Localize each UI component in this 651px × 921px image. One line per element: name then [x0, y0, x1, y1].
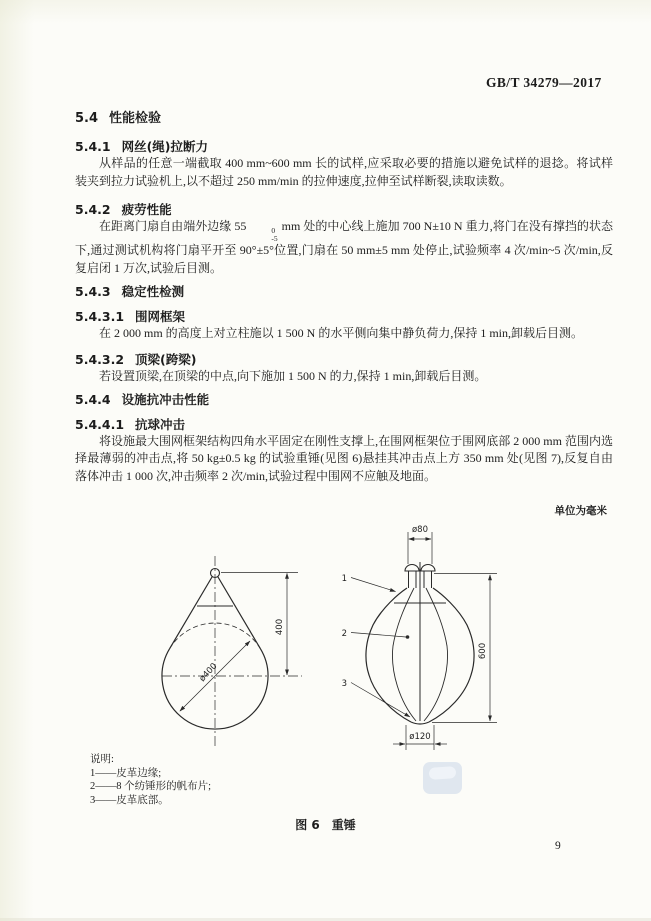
callout-3: 3	[341, 679, 347, 689]
scan-watermark-glyph	[429, 766, 457, 780]
heading-5-4-1	[75, 138, 613, 155]
heading-number: 5.4.3.1	[75, 308, 125, 324]
legend-item-1: 1——皮革边缘;	[90, 767, 162, 779]
cone-left-edge	[170, 577, 212, 649]
hammer-front-view	[162, 556, 302, 748]
right-panel-seam	[424, 588, 448, 721]
heading-number: 5.4.4.1	[75, 416, 125, 432]
tolerance-lower: -5	[271, 233, 278, 243]
extension-lines-top-dia	[408, 532, 432, 564]
callout-1-leader	[351, 578, 396, 592]
figure-caption-number: 图 6	[295, 818, 320, 832]
heading-number: 5.4	[75, 111, 99, 126]
hammer-structure-view	[342, 525, 497, 750]
callout-2: 2	[341, 629, 347, 639]
heading-number: 5.4.3.2	[75, 351, 125, 367]
callout-3-leader	[351, 683, 410, 718]
heading-5-4-4	[75, 391, 613, 408]
para-5-4-3-2: 若设置顶梁,在顶梁的中点,向下施加 1 500 N 的力,保持 1 min,卸载后目测。	[99, 368, 487, 383]
page-number: 9	[555, 840, 561, 852]
dim-label-400: 400	[275, 618, 285, 636]
figure-caption-title: 重锤	[331, 818, 356, 832]
figure-legend	[90, 753, 211, 807]
tolerance-upper: 0	[271, 226, 276, 236]
legend-item-3: 3——皮革底部。	[90, 794, 169, 806]
heading-number: 5.4.3	[75, 283, 111, 299]
heading-number: 5.4.2	[75, 202, 111, 217]
dim-label-80: ø80	[411, 525, 429, 535]
callout-1: 1	[341, 574, 347, 584]
figure-6-technical-drawing	[70, 520, 530, 760]
heading-title: 疲劳性能	[121, 202, 172, 217]
heading-title: 设施抗冲击性能	[121, 391, 210, 407]
heading-title: 顶梁(跨梁)	[135, 351, 197, 367]
para-5-4-3-1: 在 2 000 mm 的高度上对立柱施以 1 500 N 的水平侧向集中静负荷力,保持 1 min,卸载后目测。	[99, 325, 584, 340]
heading-5-4-2	[75, 201, 613, 218]
heading-5-4-3-2	[75, 351, 613, 368]
heading-5-4-3	[75, 283, 613, 300]
scan-watermark	[423, 762, 462, 794]
cone-right-edge	[218, 577, 260, 649]
heading-5-4	[75, 110, 613, 127]
heading-title: 抗球冲击	[135, 416, 186, 432]
heading-5-4-3-1	[75, 308, 613, 325]
para-5-4-1: 从样品的任意一端截取 400 mm~600 mm 长的试样,应采取必要的措施以避免试样的退捻。将试样装夹到拉力试验机上,以不超过 250 mm/min 的拉伸速度,拉伸至试样断裂,读取读数。	[75, 156, 613, 188]
heading-number: 5.4.4	[75, 391, 111, 407]
para-text: mm 处的中心线上施加 700 N±10 N 重力,将门在没有撑挡的状态下,通过测试机构将门扇平开至 90°±5°位置,门扇在 50 mm±5 mm 处停止,试验频率 4 次/min~5 次/min,反复启闭 1 万次,试验后目测。	[75, 219, 613, 275]
para-5-4-4-1: 将设施最大围网框架结构四角水平固定在刚性支撑上,在围网框架位于围网底部 2 000 mm 范围内选择最薄弱的冲击点,将 50 kg±0.5 kg 的试验重锤(见图 6)悬挂其冲击点上方 350 mm 处(见图 7),反复自由落体冲击 1 000 次,冲击频率 2 次/min,试验过程中围网不应触及地面。	[75, 433, 613, 483]
text-column	[75, 110, 613, 485]
heading-title: 稳定性检测	[121, 283, 185, 299]
standard-number: GB/T 34279—2017	[486, 75, 602, 90]
left-loop-cap	[405, 565, 419, 572]
dim-label-600: 600	[478, 642, 488, 660]
heading-5-4-4-1	[75, 416, 613, 433]
legend-item-2: 2——8 个纺锤形的帆布片;	[90, 781, 212, 792]
bag-bottom	[411, 722, 429, 724]
dim-label-120: ø120	[409, 732, 431, 742]
heading-title: 网丝(绳)拉断力	[121, 139, 209, 154]
para-5-4-2	[75, 218, 613, 277]
right-loop-cap	[421, 565, 435, 572]
legend-label: 说明:	[90, 754, 114, 765]
para-text: 在距离门扇自由端外边缘 55	[99, 219, 247, 233]
callout-2-leader	[351, 633, 406, 638]
figure-caption	[0, 816, 651, 833]
dim-label-diameter-400: ø400	[197, 661, 220, 684]
tolerance-stack	[247, 227, 277, 242]
units-note: 单位为毫米	[554, 505, 607, 517]
heading-title: 性能检验	[109, 111, 162, 126]
left-panel-seam	[392, 588, 416, 721]
heading-title: 围网框架	[135, 308, 186, 324]
heading-number: 5.4.1	[75, 139, 111, 154]
callout-2-dot	[406, 635, 410, 639]
